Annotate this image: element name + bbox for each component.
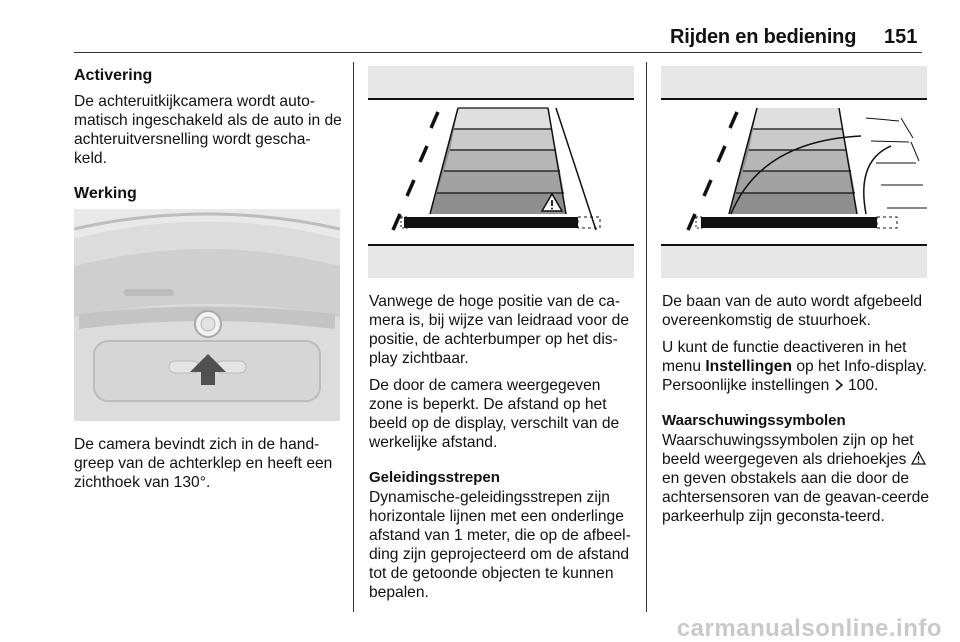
column-divider-2 [646, 62, 647, 612]
column-1-bottom [74, 435, 342, 492]
heading-warning-symbols: Waarschuwingssymbolen [662, 412, 846, 429]
page-header-title: Rijden en bediening [670, 26, 857, 48]
column-3 [662, 292, 932, 526]
paragraph-camera-location: De camera bevindt zich in de hand-greep van de achterklep en heeft een zichthoek van 130°. [74, 436, 333, 491]
paragraph-deactivate: U kunt de functie deactiveren in het menu Instellingen op het Info-display. Persoonlijke instellingen 100. [662, 339, 927, 394]
paragraph-limited-zone: De door de camera weergegeven zone is beperkt. De afstand op het beeld op de display, verschilt van de werkelijke afstand. [369, 377, 620, 451]
paragraph-activation: De achteruitkijkcamera wordt auto-matisch ingeschakeld als de auto in de achteruitversnelling wordt gescha-keld. [74, 93, 342, 167]
paragraph-trajectory: De baan van de auto wordt afgebeeld overeenkomstig de stuurhoek. [662, 293, 923, 329]
column-2 [369, 292, 637, 602]
heading-operation: Werking [74, 185, 137, 202]
watermark: carmanualsonline.info [676, 615, 942, 642]
tailgate-illustration [74, 209, 340, 421]
paragraph-guidelines: Dynamische-geleidingsstrepen zijn horizontale lijnen met een onderlinge afstand van 1 meter, die op de afbeel-ding zijn geprojecteerd om de afstand tot de getoonde objecten te kunnen bepalen. [369, 489, 631, 601]
column-1 [74, 66, 342, 204]
menu-settings-label: Instellingen [705, 358, 792, 375]
column-divider-1 [353, 62, 354, 612]
figure-guidelines-display [368, 66, 634, 278]
paragraph-warning-symbols: Waarschuwingssymbolen zijn op het beeld weergegeven als driehoekjes en geven obstakels aan die door de achtersensoren van de geavan-ceerde parkeerhulp zijn geconsta-teerd. [662, 432, 930, 525]
heading-activation: Activering [74, 67, 153, 84]
guidelines-illustration [368, 66, 634, 278]
trajectory-illustration [661, 66, 927, 278]
figure-camera-tailgate [74, 209, 340, 421]
heading-guidelines: Geleidingsstrepen [369, 469, 500, 486]
figure-trajectory-display [661, 66, 927, 278]
header-rule [74, 52, 922, 53]
page-reference-arrow-icon [834, 379, 844, 391]
paragraph-bumper-visible: Vanwege de hoge positie van de ca-mera is, bij wijze van leidraad voor de positie, de achterbumper op het dis-play zichtbaar. [369, 293, 630, 367]
reference-page-link[interactable]: 100. [847, 377, 879, 394]
warning-triangle-icon [911, 451, 926, 465]
page-number: 151 [884, 26, 918, 48]
